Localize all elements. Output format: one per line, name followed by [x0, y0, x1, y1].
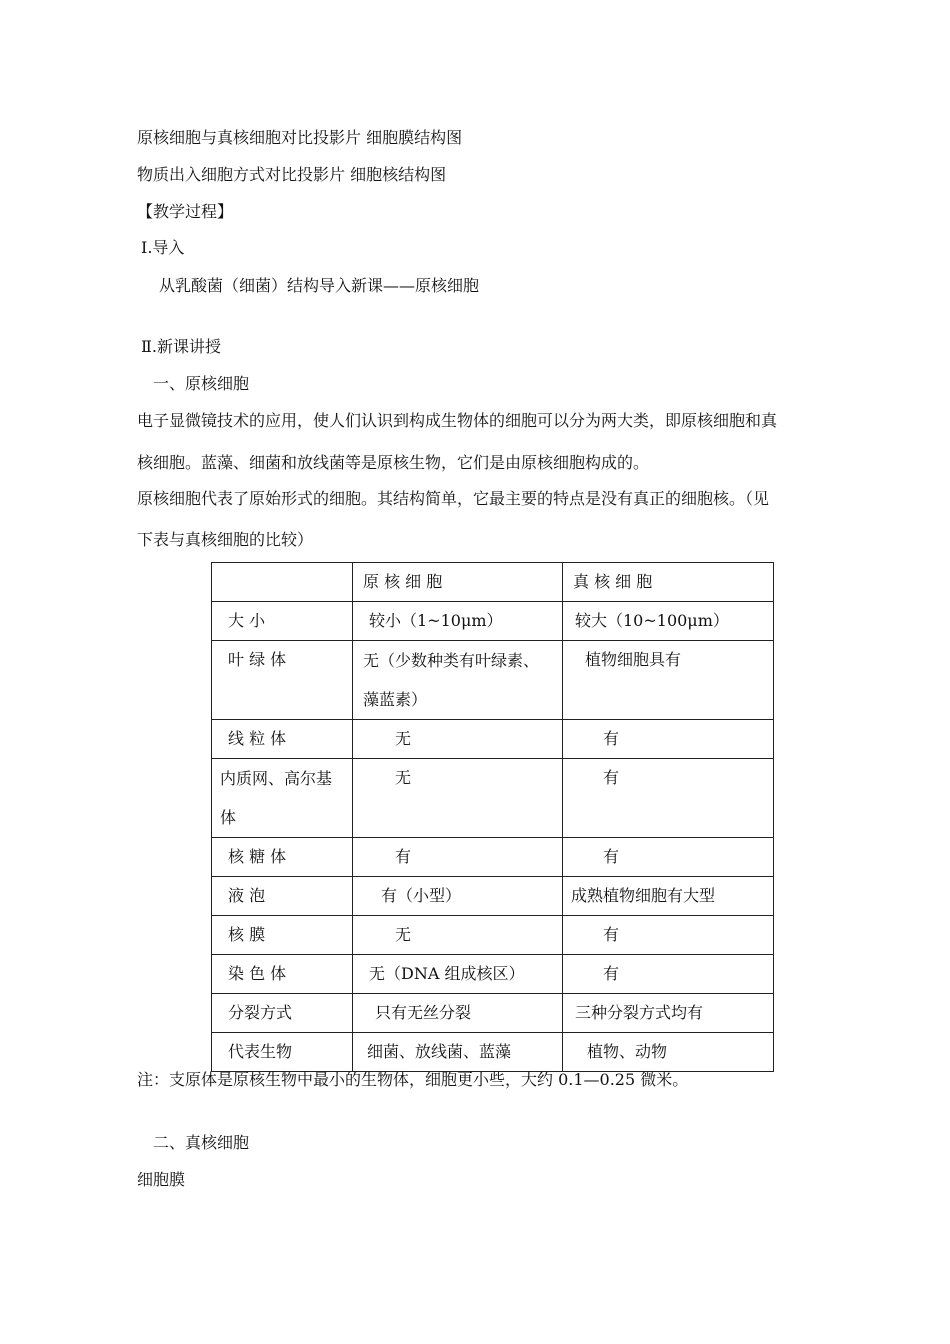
paragraph-1-line-2: 核细胞。蓝藻、细菌和放线菌等是原核生物，它们是由原核细胞构成的。 [137, 453, 650, 472]
section-2-title: Ⅱ.新课讲授 [141, 337, 221, 356]
table-row [212, 720, 774, 759]
table-row [212, 641, 774, 720]
section-1-title: Ⅰ.导入 [141, 238, 185, 257]
table-cell: 线 粒 体 [212, 720, 353, 759]
table-row [212, 1033, 774, 1072]
paragraph-2-line-1: 原核细胞代表了原始形式的细胞。其结构简单，它最主要的特点是没有真正的细胞核。（见 [137, 489, 770, 508]
table-cell: 液 泡 [212, 877, 353, 916]
materials-line-1: 原核细胞与真核细胞对比投影片 细胞膜结构图 [137, 128, 463, 147]
materials-line-2: 物质出入细胞方式对比投影片 细胞核结构图 [137, 165, 447, 184]
table-cell: 有 [563, 838, 774, 877]
table-cell: 细菌、放线菌、蓝藻 [353, 1033, 563, 1072]
table-cell: 叶 绿 体 [212, 641, 353, 720]
subsection-1-title: 一、原核细胞 [153, 374, 250, 393]
table-cell: 内质网、高尔基体 [212, 759, 353, 838]
paragraph-1-line-1: 电子显微镜技术的应用，使人们认识到构成生物体的细胞可以分为两大类，即原核细胞和真 [137, 411, 778, 430]
table-cell: 有 [563, 955, 774, 994]
process-heading: 【教学过程】 [137, 202, 234, 221]
table-cell: 只有无丝分裂 [353, 994, 563, 1033]
table-cell: 无 [353, 759, 563, 838]
subsection-2-title: 二、真核细胞 [153, 1133, 250, 1152]
table-cell: 无（DNA 组成核区） [353, 955, 563, 994]
section-1-body: 从乳酸菌（细菌）结构导入新课——原核细胞 [159, 276, 480, 295]
table-cell: 染 色 体 [212, 955, 353, 994]
table-cell: 分裂方式 [212, 994, 353, 1033]
table-header-cell: 真 核 细 胞 [563, 563, 774, 602]
table-cell: 无 [353, 720, 563, 759]
table-cell: 核 膜 [212, 916, 353, 955]
table-cell: 植物、动物 [563, 1033, 774, 1072]
table-header-cell [212, 563, 353, 602]
table-row [212, 994, 774, 1033]
table-row [212, 877, 774, 916]
table-cell: 核 糖 体 [212, 838, 353, 877]
table-cell: 无 [353, 916, 563, 955]
subsection-2-item: 细胞膜 [137, 1170, 186, 1189]
table-cell: 大 小 [212, 602, 353, 641]
comparison-table [211, 562, 774, 1072]
table-cell: 有 [563, 759, 774, 838]
table-cell: 代表生物 [212, 1033, 353, 1072]
table-note: 注：支原体是原核生物中最小的生物体，细胞更小些，大约 0.1—0.25 微米。 [137, 1070, 689, 1089]
table-cell: 植物细胞具有 [563, 641, 774, 720]
table-row [212, 602, 774, 641]
table-row [212, 916, 774, 955]
table-cell: 三种分裂方式均有 [563, 994, 774, 1033]
paragraph-2-line-2: 下表与真核细胞的比较） [137, 530, 314, 549]
table-cell: 无（少数种类有叶绿素、藻蓝素） [353, 641, 563, 720]
table-cell: 较小（1~10μm） [353, 602, 563, 641]
table-cell: 较大（10~100μm） [563, 602, 774, 641]
table-header-cell: 原 核 细 胞 [353, 563, 563, 602]
table-row [212, 838, 774, 877]
table-cell: 有 [563, 720, 774, 759]
table-cell: 有 [563, 916, 774, 955]
table-cell: 有 [353, 838, 563, 877]
table-row [212, 759, 774, 838]
table-cell: 成熟植物细胞有大型 [563, 877, 774, 916]
table-header-row [212, 563, 774, 602]
table-cell: 有（小型） [353, 877, 563, 916]
table-row [212, 955, 774, 994]
